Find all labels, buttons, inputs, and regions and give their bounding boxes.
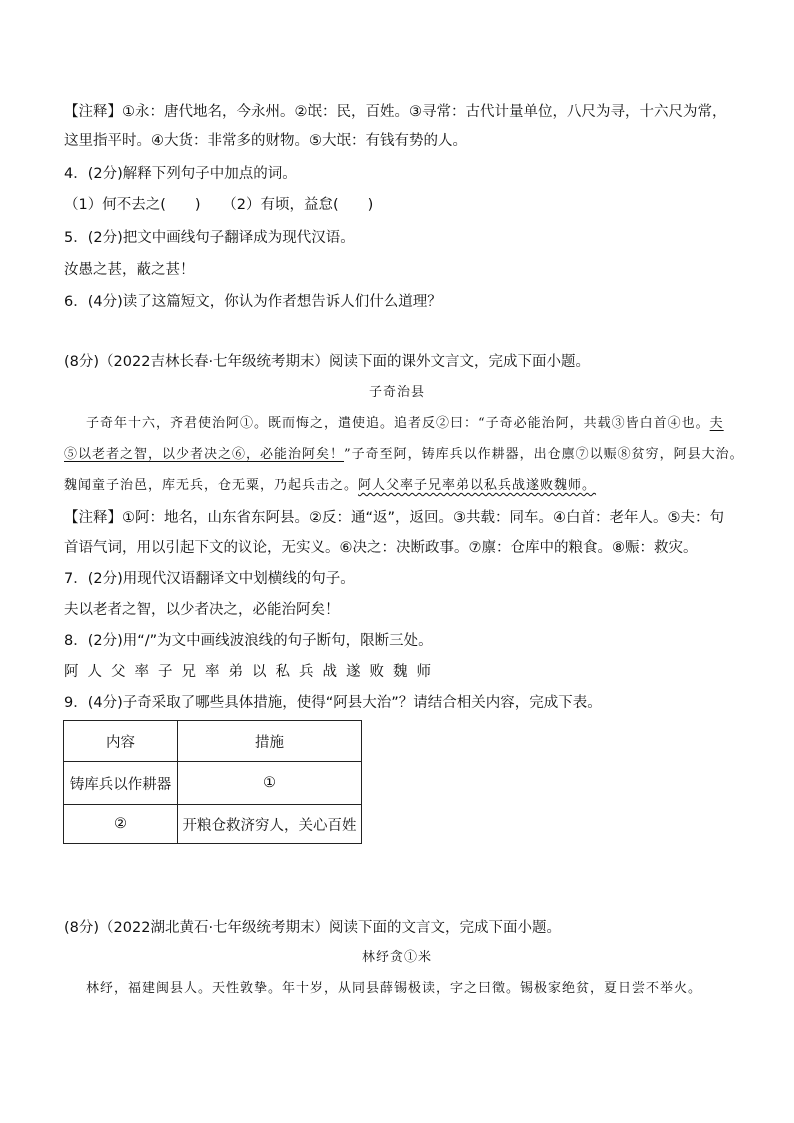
table-row — [64, 762, 362, 805]
question-7-sentence: 夫以老者之智，以少者决之，必能治阿矣！ — [64, 602, 340, 618]
table-row — [64, 805, 362, 844]
table-header: 措施 — [178, 721, 362, 762]
passage-text: 魏闻童子治邑，库无兵，仓无粟，乃起兵击之。 — [64, 478, 359, 493]
question-6: 6．(4分)读了这篇短文，你认为作者想告诉人们什么道理？ — [64, 294, 442, 310]
annotation-line: 【注释】①阿：地名，山东省东阿县。②反：通“返”，返回。③共载：同车。④白首：老年人。⑤夫：句 — [64, 510, 725, 526]
underlined-text: ⑤以老者之智，以少者决之⑥，必能治阿矣！ — [64, 447, 345, 462]
passage-line — [86, 414, 724, 434]
section-heading: (8分)（2022湖北黄石·七年级统考期末）阅读下面的文言文，完成下面小题。 — [64, 920, 562, 936]
table-header-row — [64, 721, 362, 762]
question-9: 9．(4分)子奇采取了哪些具体措施，使得“阿县大治”？请结合相关内容，完成下表。 — [64, 695, 602, 711]
question-5-sentence: 汝愚之甚，蔽之甚！ — [64, 262, 195, 278]
section-heading: (8分)（2022吉林长春·七年级统考期末）阅读下面的课外文言文，完成下面小题。 — [64, 354, 591, 370]
question-8: 8．(2分)用“/”为文中画线波浪线的句子断句，限断三处。 — [64, 633, 433, 649]
table-cell: ① — [178, 762, 362, 805]
table-cell: 铸库兵以作耕器 — [64, 762, 178, 805]
answer-table — [63, 720, 362, 844]
passage-line — [64, 476, 596, 496]
wavy-underlined-text: 阿人父率子兄率弟以私兵战遂败魏师。 — [358, 478, 597, 493]
passage-title: 子奇治县 — [368, 385, 425, 400]
question-4: 4．(2分)解释下列句子中加点的词。 — [64, 166, 297, 182]
annotation-line: 首语气词，用以引起下文的议论，无实义。⑥决之：决断政事。⑦廪：仓库中的粮食。⑧赈：救灾。 — [64, 540, 698, 556]
passage-line: 林纾，福建闽县人。天性敦挚。年十岁，从同县薛锡极读，字之曰徵。锡极家绝贫，夏日尝不举火。 — [86, 981, 703, 996]
underlined-text: 夫 — [709, 416, 724, 431]
question-7: 7．(2分)用现代汉语翻译文中划横线的句子。 — [64, 571, 355, 587]
question-5: 5．(2分)把文中画线句子翻译成为现代汉语。 — [64, 230, 355, 246]
passage-text: 子奇年十六，齐君使治阿①。既而悔之，遣使追。追者反②曰：“子奇必能治阿，共载③皆白首④也。 — [86, 416, 710, 431]
question-8-sentence: 阿人父率子兄率弟以私兵战遂败魏师 — [64, 664, 440, 680]
annotation-line: 【注释】①永：唐代地名，今永州。②氓：民，百姓。③寻常：古代计量单位，八尺为寻，十六尺为常， — [64, 104, 727, 120]
table-cell: ② — [64, 805, 178, 844]
passage-line — [64, 445, 744, 465]
table-cell: 开粮仓救济穷人，关心百姓 — [178, 805, 362, 844]
table-header: 内容 — [64, 721, 178, 762]
annotation-line: 这里指平时。④大货：非常多的财物。⑤大氓：有钱有势的人。 — [64, 133, 467, 149]
passage-title: 林纾贪①米 — [361, 950, 432, 965]
passage-text: ”子奇至阿，铸库兵以作耕器，出仓廪⑦以赈⑧贫穷，阿县大治。 — [344, 447, 744, 462]
question-4-items: （1）何不去之( ) （2）有顷，益怠( ) — [64, 197, 374, 213]
